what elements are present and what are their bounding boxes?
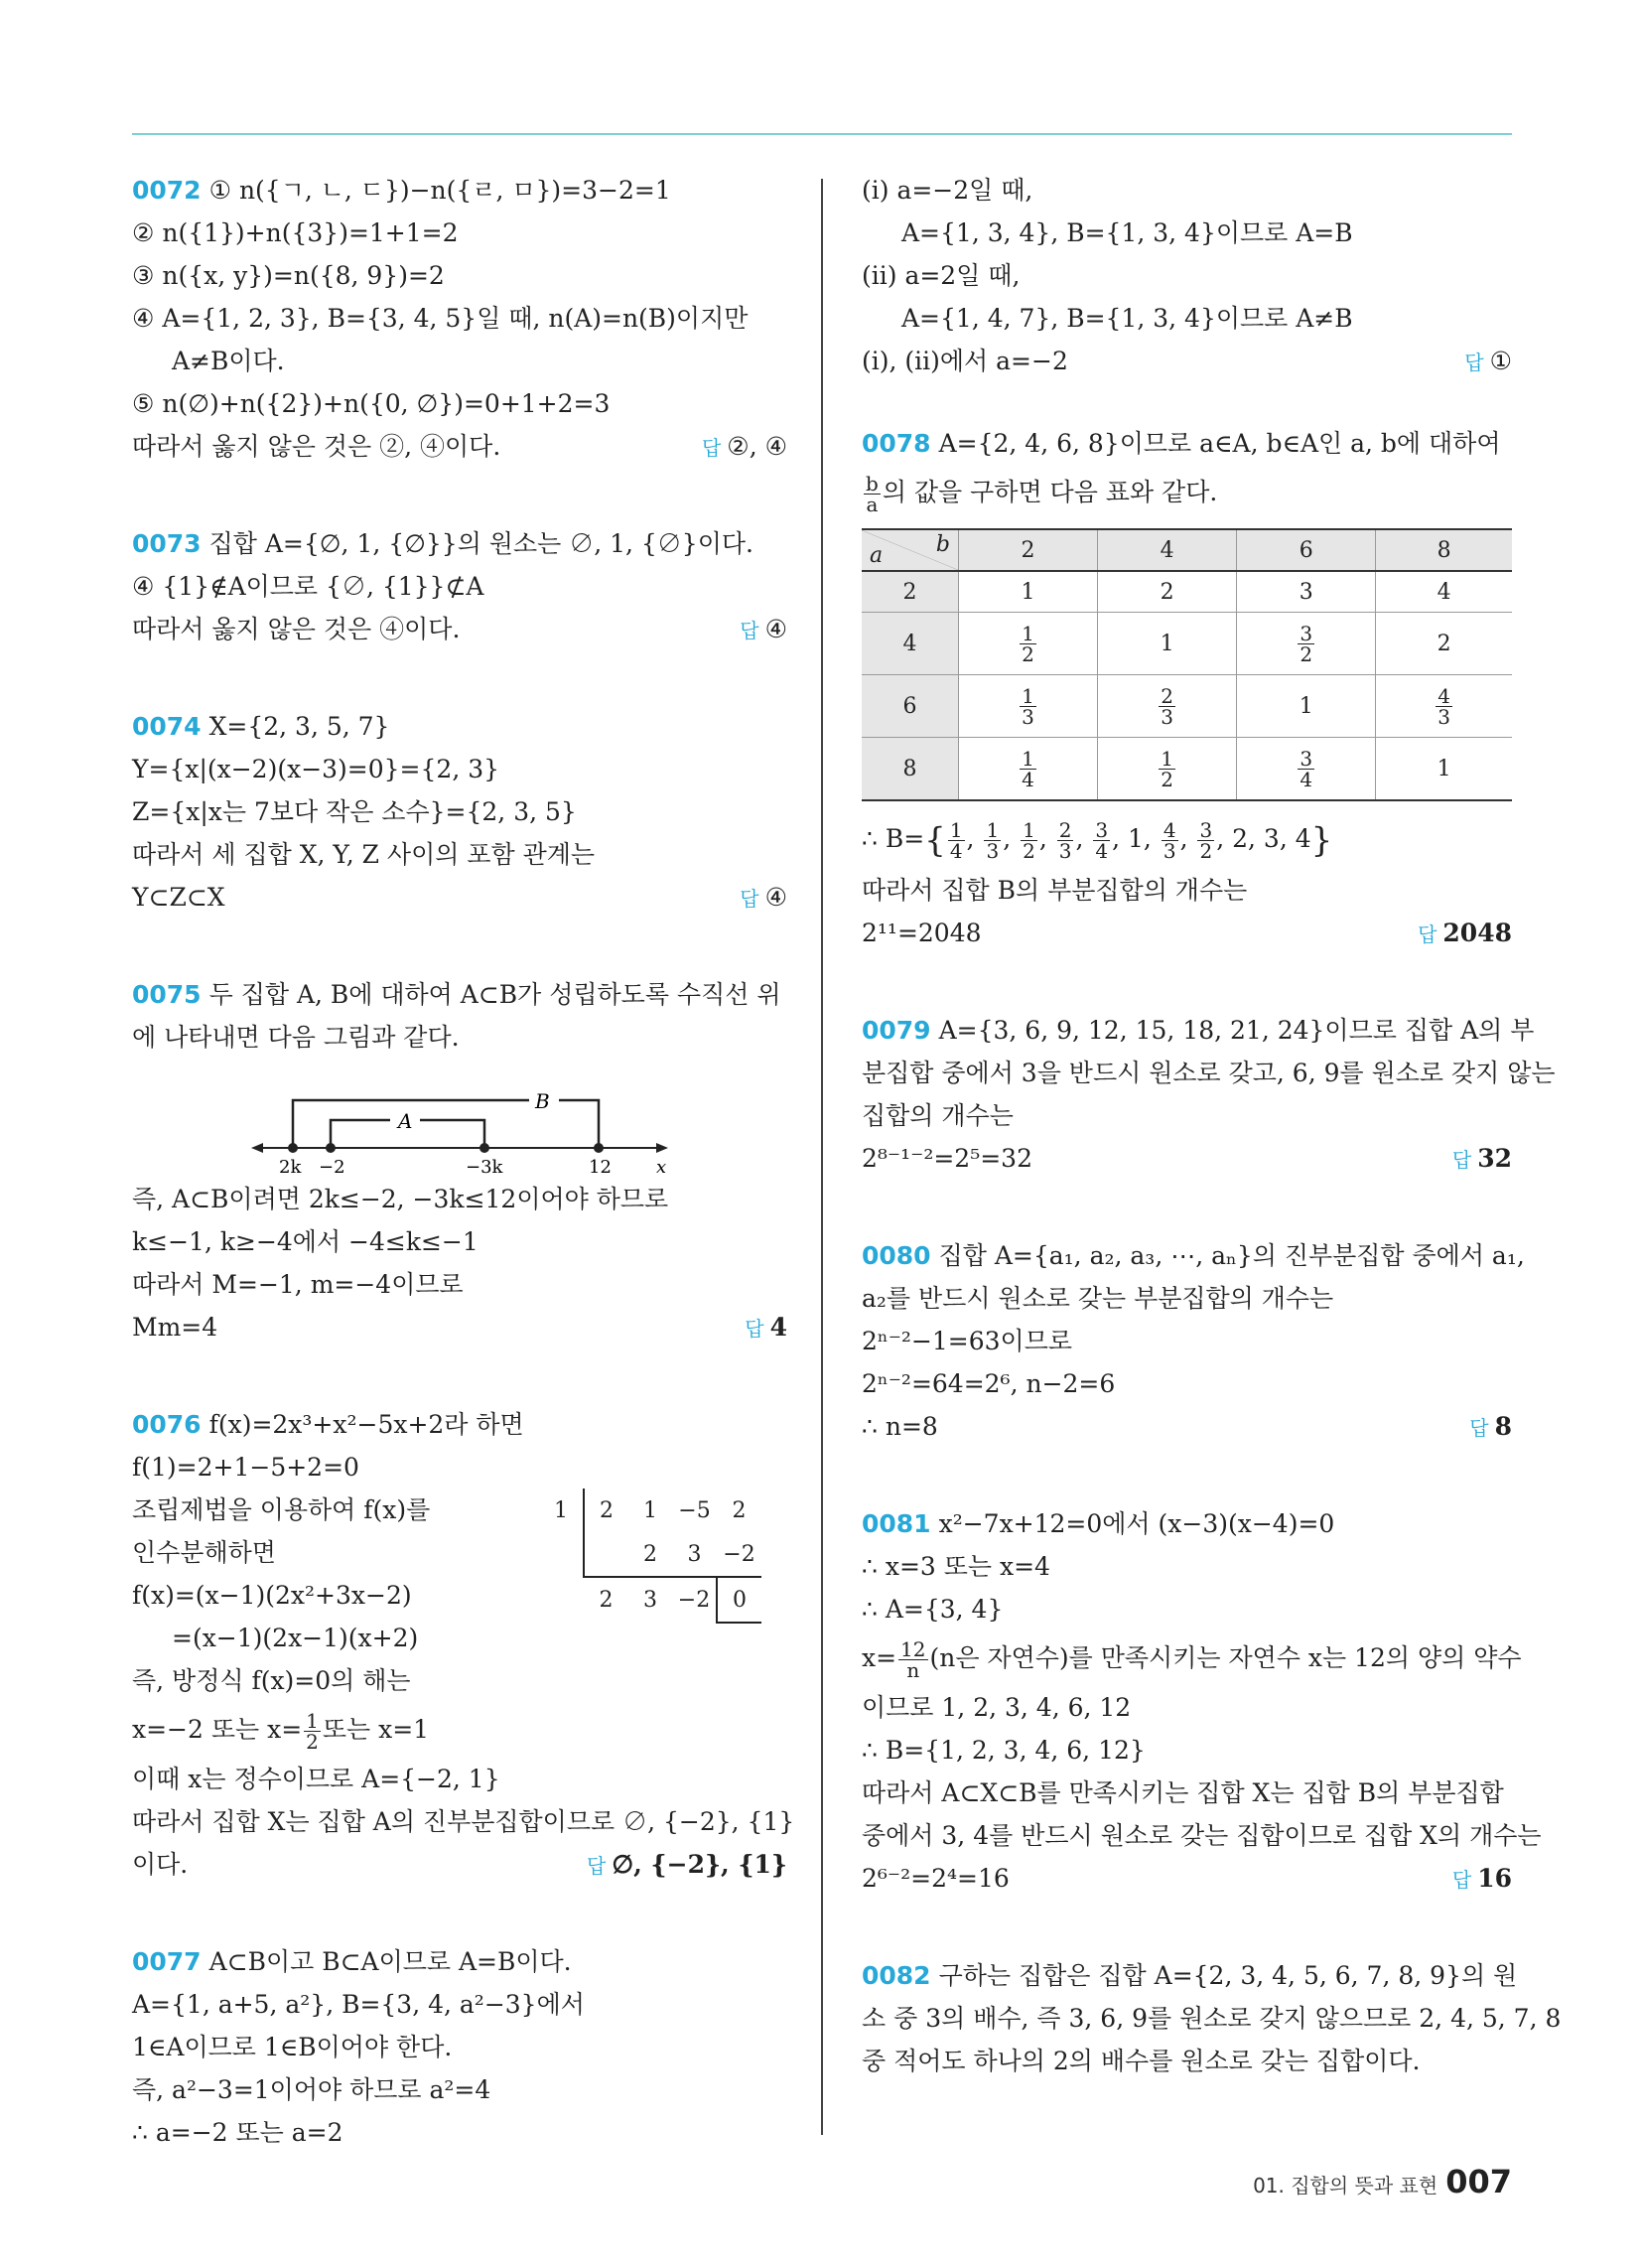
- top-rule: [132, 133, 1512, 135]
- svg-text:−2: −2: [319, 1157, 345, 1178]
- row-header: 8: [862, 738, 958, 801]
- problem-0082: 0082 구하는 집합은 집합 A={2, 3, 4, 5, 6, 7, 8, 9}의 원 소 중 3의 배수, 즉 3, 6, 9를 원소로 갖지 않으므로 2, 4, 5, 7, 8 중 적어도 하나의 2의 배수를 원소로 갖는 집합이다.: [862, 1961, 1562, 2075]
- problem-number: 0076: [132, 1410, 202, 1439]
- table-cell: [1098, 675, 1237, 738]
- table-cell: [1098, 738, 1237, 801]
- row-header: 4: [862, 613, 958, 675]
- table-cell: [958, 675, 1097, 738]
- left-column: [132, 169, 795, 2154]
- fraction: $\frac{3}{4}$: [1095, 818, 1109, 863]
- fraction: $\frac{3}{4}$: [1300, 746, 1313, 791]
- chapter-title: 01. 집합의 뜻과 표현: [1253, 2174, 1438, 2197]
- svg-text:A: A: [398, 1109, 413, 1133]
- table-row: [862, 738, 1512, 801]
- fraction: $\frac{1}{2}$: [1161, 746, 1173, 791]
- table-cell: [1237, 738, 1376, 801]
- problem-number: 0079: [862, 1016, 931, 1045]
- row-header: 6: [862, 675, 958, 738]
- fraction: $\frac{1}{2}$: [306, 1709, 319, 1754]
- fraction: $\frac{12}{n}$: [900, 1637, 926, 1682]
- answer: 답 8: [1469, 1412, 1512, 1441]
- table-cell: [1237, 613, 1376, 675]
- fraction: $\frac{b}{a}$: [866, 472, 879, 516]
- problem-0077: 0077 A⊂B이고 B⊂A이므로 A=B이다. A={1, a+5, a²}, B={3, 4, a²−3}에서 1∈A이므로 1∈B이어야 한다. 즉, a²−3=1이어야 하므로 a²=4 ∴ a=−2 또는 a=2: [132, 1947, 585, 2147]
- ratio-table: a b 2 4 6 8 2 1 2 3 4 4 $\frac{1}{2}$ 1 $\frac{3}{2}$ 2 6 $\frac{1}{3}$ $\frac{2}{3}$ 1 $\frac{4}{3}$ 8 $\frac{1}{4}$ $\frac{1}{2}$ $\frac{3}{4}$ 1: [862, 528, 1512, 801]
- table-cell: 1: [958, 571, 1097, 613]
- problem-0073: 0073 집합 A={∅, 1, {∅}}의 원소는 ∅, 1, {∅}이다. ④ {1}∉A이므로 {∅, {1}}⊄A 따라서 옳지 않은 것은 ④이다. 답 ④: [132, 522, 787, 650]
- row-header: 2: [862, 571, 958, 613]
- table-cell: 1: [1237, 675, 1376, 738]
- table-cell: 2: [1376, 613, 1512, 675]
- problem-number: 0077: [132, 1947, 202, 1976]
- svg-text:12: 12: [589, 1157, 612, 1178]
- problem-number: 0078: [862, 429, 931, 458]
- column-header: 4: [1098, 529, 1237, 571]
- problem-number: 0082: [862, 1961, 931, 1990]
- answer: 답 ∅, {−2}, {1}: [587, 1850, 787, 1879]
- page-footer: [1253, 2163, 1512, 2200]
- fraction: $\frac{1}{3}$: [986, 818, 1000, 863]
- table-cell: [1376, 675, 1512, 738]
- problem-0074: 0074 X={2, 3, 5, 7} Y={x|(x−2)(x−3)=0}={2, 3} Z={x|x는 7보다 작은 소수}={2, 3, 5} 따라서 세 집합 X, Y, Z 사이의 포함 관계는 Y⊂Z⊂X 답 ④: [132, 705, 787, 919]
- column-header: 6: [1237, 529, 1376, 571]
- fraction: $\frac{2}{3}$: [1058, 818, 1072, 863]
- table-row: [862, 675, 1512, 738]
- table-cell: [958, 738, 1097, 801]
- answer: 답 2048: [1418, 919, 1512, 947]
- fraction: $\frac{2}{3}$: [1161, 683, 1173, 729]
- fraction: $\frac{1}{4}$: [1022, 746, 1034, 791]
- table-cell: 2: [1098, 571, 1237, 613]
- problem-number: 0081: [862, 1509, 931, 1538]
- svg-text:x: x: [656, 1157, 667, 1178]
- page-number: 007: [1445, 2163, 1512, 2200]
- fraction: $\frac{1}{4}$: [949, 818, 963, 863]
- table-cell: 1: [1098, 613, 1237, 675]
- column-header: 8: [1376, 529, 1512, 571]
- problem-0077-continued: (ⅰ) a=−2일 때, A={1, 3, 4}, B={1, 3, 4}이므로 A=B (ⅱ) a=2일 때, A={1, 4, 7}, B={1, 3, 4}이므로 A≠B (ⅰ), (ⅱ)에서 a=−2 답 ①: [862, 169, 1512, 382]
- set-b: ∴ B={ $\frac{1}{4}$ , $\frac{1}{3}$ , $\frac{1}{2}$ , $\frac{2}{3}$ , $\frac{3}{4}$ , 1, $\frac{4}{3}$ , $\frac{3}{2}$ , 2, 3, 4}: [862, 818, 1333, 863]
- problem-0075: 0075 두 집합 A, B에 대하여 A⊂B가 성립하도록 수직선 위 에 나타내면 다음 그림과 같다. A B 2k −2 −3k 12 x 즉, A⊂B이려면 2k≤−2, −3k≤12이어야 하므로 k≤−1, k≥−4에서 −4≤k≤−1 따라서 M=−1, m=−4이므로 Mm=4 답 4: [132, 973, 787, 1348]
- fraction: $\frac{3}{2}$: [1300, 621, 1313, 666]
- table-cell: 1: [1376, 738, 1512, 801]
- fraction: $\frac{1}{2}$: [1023, 818, 1035, 863]
- problem-number: 0075: [132, 980, 202, 1009]
- problem-0072: 0072 ① n({ㄱ, ㄴ, ㄷ})−n({ㄹ, ㅁ})=3−2=1 ② n({1})+n({3})=1+1=2 ③ n({x, y})=n({8, 9})=2 ④ A={1, 2, 3}, B={3, 4, 5}일 때, n(A)=n(B)이지만 A≠B이다. ⑤ n(∅)+n({2})+n({0, ∅})=0+1+2=3 따라서 옳지 않은 것은 ②, ④이다. 답 ②, ④: [132, 169, 787, 468]
- table-cell: 3: [1237, 571, 1376, 613]
- problem-0079: 0079 A={3, 6, 9, 12, 15, 18, 21, 24}이므로 집합 A의 부 분집합 중에서 3을 반드시 원소로 갖고, 6, 9를 원소로 갖지 않는 집합의 개수는 2⁸⁻¹⁻²=2⁵=32 답 32: [862, 1009, 1512, 1180]
- problem-0078: 0078 A={2, 4, 6, 8}이므로 a∈A, b∈A인 a, b에 대하여 $\frac{b}{a}$ 의 값을 구하면 다음 표와 같다. a b 2 4 6 8 2 1 2 3 4 4 $\frac{1}{2}$ 1 $\frac{3}{2}$ 2 6 $\frac{1}{3}$ $\frac{2}{3}$ 1 $\frac{4}{3}$ 8 $\frac{1}{4}$ $\frac{1}{2}$ $\frac{3}{4}$ 1 ∴ B={ $\frac{1}{4}$ , $\frac{1}{3}$ , $\frac{1}{2}$ , $\frac{2}{3}$ , $\frac{3}{4}$ , 1, $\frac{4}{3}$ , $\frac{3}{2}$ , 2, 3, 4} 따라서 집합 B의 부분집합의 개수는 2¹¹=2048 답 2048: [862, 422, 1512, 954]
- table-cell: 4: [1376, 571, 1512, 613]
- synthetic-division: 1 2 1 −5 2 2 3 −2 2 3 −2 0: [539, 1488, 787, 1624]
- problem-number: 0073: [132, 529, 202, 558]
- table-row: [862, 571, 1512, 613]
- fraction: $\frac{4}{3}$: [1437, 683, 1450, 729]
- fraction: $\frac{1}{2}$: [1022, 621, 1034, 666]
- answer: 답 ④: [740, 883, 787, 912]
- answer: 답 16: [1451, 1864, 1512, 1893]
- fraction: $\frac{3}{2}$: [1199, 818, 1213, 863]
- answer: 답 32: [1451, 1144, 1512, 1173]
- right-column: [862, 169, 1562, 2082]
- table-cell: [958, 613, 1097, 675]
- table-row: [862, 613, 1512, 675]
- problem-0076: 0076 f(x)=2x³+x²−5x+2라 하면 f(1)=2+1−5+2=0 1 2 1 −5 2 2 3 −2 2 3 −2 0 조립제법을 이용하여 f(x)를 인수분해하면 f(x)=(x−1)(2x²+3x−2) =(x−1)(2x−1)(x+2) 즉, 방정식 f(x)=0의 해는 x=−2 또는 x= $\frac{1}{2}$ 또는 x=1 이때 x는 정수이므로 A={−2, 1} 따라서 집합 X는 집합 A의 진부분집합이므로 ∅, {−2}, {1} 이다. 답 ∅, {−2}, {1}: [132, 1403, 787, 1886]
- column-header: 2: [958, 529, 1097, 571]
- column-divider: [821, 179, 823, 2135]
- problem-number: 0074: [132, 712, 202, 741]
- fraction: $\frac{1}{3}$: [1022, 683, 1034, 729]
- problem-number: 0072: [132, 176, 202, 205]
- fraction: $\frac{4}{3}$: [1163, 818, 1176, 863]
- problem-0080: 0080 집합 A={a₁, a₂, a₃, ⋯, aₙ}의 진부분집합 중에서 a₁, a₂를 반드시 원소로 갖는 부분집합의 개수는 2ⁿ⁻²−1=63이므로 2ⁿ⁻²=64=2⁶, n−2=6 ∴ n=8 답 8: [862, 1234, 1512, 1448]
- problem-0081: 0081 x²−7x+12=0에서 (x−3)(x−4)=0 ∴ x=3 또는 x=4 ∴ A={3, 4} x= $\frac{12}{n}$ (n은 자연수)를 만족시키는 자연수 x는 12의 양의 약수 이므로 1, 2, 3, 4, 6, 12 ∴ B={1, 2, 3, 4, 6, 12} 따라서 A⊂X⊂B를 만족시키는 집합 X는 집합 B의 부분집합 중에서 3, 4를 반드시 원소로 갖는 집합이므로 집합 X의 개수는 2⁶⁻²=2⁴=16 답 16: [862, 1502, 1512, 1900]
- svg-text:2k: 2k: [279, 1157, 302, 1178]
- answer: 답 ①: [1464, 347, 1512, 375]
- number-line-figure: [132, 1059, 787, 1178]
- answer: 답 4: [745, 1313, 787, 1342]
- problem-number: 0080: [862, 1241, 931, 1270]
- svg-text:−3k: −3k: [466, 1157, 503, 1178]
- answer: 답 ②, ④: [701, 432, 787, 461]
- svg-text:B: B: [535, 1089, 550, 1113]
- answer: 답 ④: [740, 615, 787, 643]
